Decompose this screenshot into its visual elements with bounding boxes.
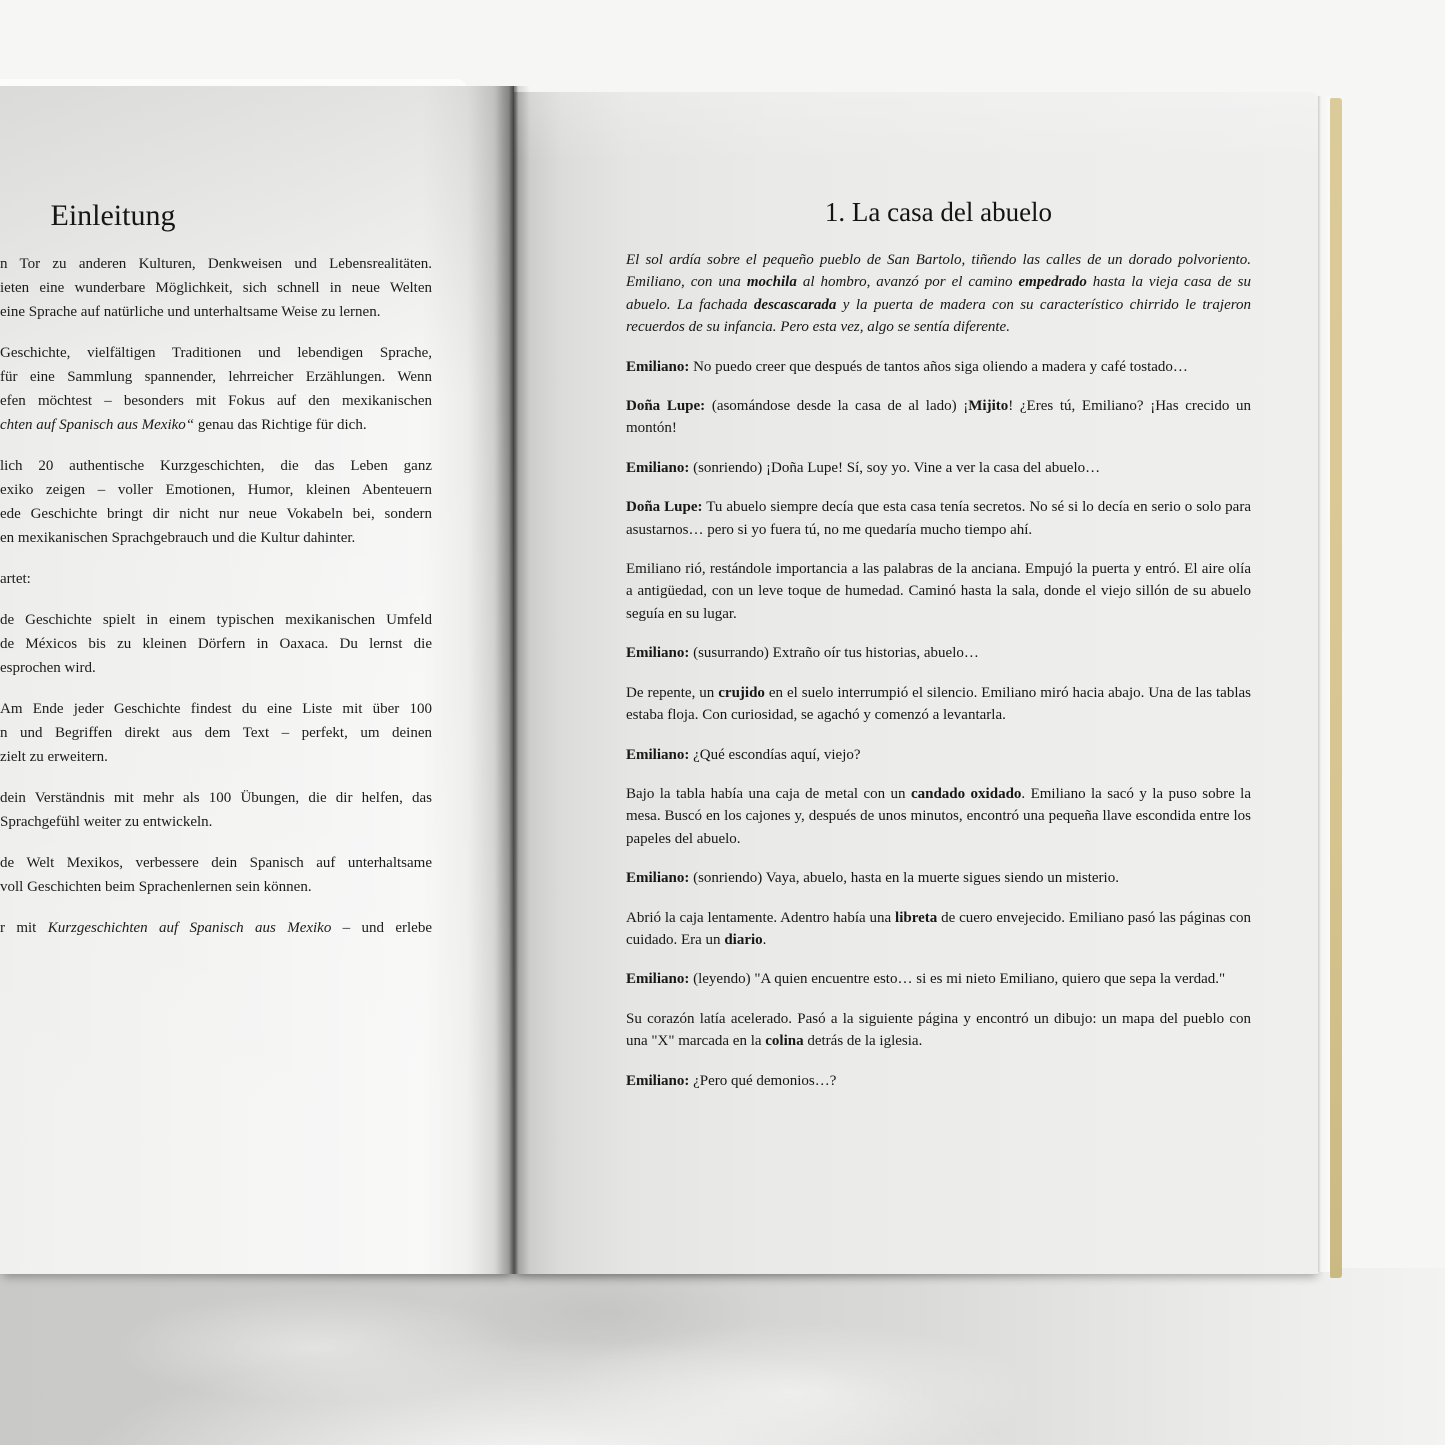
text-run: dein Verständnis mit mehr als 100 Übungen, die dir helfen, das <box>0 790 432 806</box>
text-run: (sonriendo) ¡Doña Lupe! Sí, soy yo. Vine a ver la casa del abuelo… <box>689 459 1101 476</box>
text-run: . <box>762 931 767 948</box>
left-page-text <box>0 252 432 940</box>
right-page <box>514 92 1320 1274</box>
text-run: en mexikanischen Sprachgebrauch und die Kultur dahinter. <box>0 530 356 546</box>
left-page <box>0 86 514 1274</box>
table-surface <box>0 1268 1445 1445</box>
text-line <box>0 810 432 834</box>
text-run: Emiliano: <box>626 645 690 662</box>
text-run: crujido <box>718 684 765 701</box>
text-run: für eine Sammlung spannender, lehrreicher Erzählungen. Wenn <box>0 369 432 385</box>
text-run: exiko zeigen – voller Emotionen, Humor, kleinen Abenteuern <box>0 482 432 498</box>
text-run: ieten eine wunderbare Möglichkeit, sich schnell in neue Welten <box>0 280 432 296</box>
text-line <box>0 252 432 276</box>
text-line <box>0 656 432 680</box>
text-line <box>0 697 432 721</box>
text-run: diario <box>724 931 763 948</box>
text-run: de Welt Mexikos, verbessere dein Spanisch auf unterhaltsame <box>0 855 432 871</box>
text-line <box>0 851 432 875</box>
text-run: genau das Richtige für dich. <box>194 417 367 433</box>
text-run: mochila <box>746 274 797 291</box>
text-run: Geschichte, vielfältigen Traditionen und lebendigen Sprache, <box>0 345 432 361</box>
text-run: de Méxicos bis zu kleinen Dörfern in Oaxaca. Du lernst die <box>0 636 432 652</box>
text-line <box>0 389 432 413</box>
text-line <box>0 745 432 769</box>
text-run: Su corazón latía acelerado. Pasó a la siguiente página y encontró un dibujo: un mapa del pueblo con una "X" marcada en la <box>626 1010 1251 1050</box>
text-run: eine Sprache auf natürliche und unterhaltsame Weise zu lernen. <box>0 304 381 320</box>
text-run: esprochen wird. <box>0 660 96 676</box>
text-run: candado oxidado <box>910 785 1022 802</box>
paragraph <box>626 496 1251 541</box>
text-run: Emiliano: <box>626 746 690 763</box>
cover-edge <box>1330 98 1342 1278</box>
text-line <box>0 567 432 591</box>
text-run: Tu abuelo siempre decía que esta casa tenía secretos. No sé si lo decía en serio o solo para asustarnos… pero si yo fuera tú, no me quedaría mucho tiempo ahí. <box>626 499 1251 538</box>
text-run: Sprachgefühl weiter zu entwickeln. <box>0 814 213 830</box>
paragraph <box>626 867 1251 889</box>
right-page-title: 1. La casa del abuelo <box>824 197 1053 227</box>
text-run: artet: <box>0 571 31 587</box>
text-run: (asomándose desde la casa de al lado) ¡ <box>705 398 969 415</box>
text-line <box>0 875 432 899</box>
text-line <box>0 413 432 437</box>
paragraph <box>626 642 1251 664</box>
text-run: ¿Pero qué demonios…? <box>689 1072 837 1089</box>
paragraph <box>626 558 1251 625</box>
text-run: Emiliano: <box>626 870 690 887</box>
paragraph <box>626 356 1251 378</box>
paragraph <box>626 457 1251 479</box>
text-run: Doña Lupe: <box>626 499 703 516</box>
text-run: hasta la vieja casa de su abuelo. La fachada <box>626 274 1251 313</box>
text-run: zielt zu erweitern. <box>0 749 108 765</box>
text-run: ¿Qué escondías aquí, viejo? <box>689 746 861 763</box>
text-run: No puedo creer que después de tantos años siga oliendo a madera y café tostado… <box>689 358 1188 375</box>
paragraph <box>626 783 1251 850</box>
text-run: Emiliano: <box>626 459 690 476</box>
text-line <box>0 276 432 300</box>
text-run: y la puerta de madera con su característico chirrido le trajeron recuerdos de su infancia. Pero esta vez, algo se sentía diferente. <box>626 296 1252 336</box>
left-page-title: Einleitung <box>50 199 176 232</box>
text-run: r mit <box>0 920 48 936</box>
text-line <box>0 721 432 745</box>
text-run: Kurzgeschichten auf Spanisch aus Mexiko <box>47 920 332 936</box>
paragraph <box>626 682 1251 727</box>
paragraph <box>626 907 1251 952</box>
text-run: ede Geschichte bringt dir nicht nur neue Vokabeln bei, sondern <box>0 506 432 522</box>
text-run: – und erlebe <box>331 920 433 936</box>
text-run: (susurrando) Extraño oír tus historias, abuelo… <box>689 645 979 662</box>
text-line <box>0 502 432 526</box>
text-run: voll Geschichten beim Sprachenlernen sein können. <box>0 879 312 895</box>
text-run: efen möchtest – besonders mit Fokus auf den mexikanischen <box>0 393 432 409</box>
text-line <box>0 454 432 478</box>
text-line <box>0 632 432 656</box>
text-run: Abrió la caja lentamente. Adentro había una <box>626 909 896 926</box>
text-run: n und Begriffen direkt aus dem Text – perfekt, um deinen <box>0 725 432 741</box>
text-run: (sonriendo) Vaya, abuelo, hasta en la muerte sigues siendo un misterio. <box>689 870 1119 887</box>
paragraph <box>626 1008 1251 1053</box>
text-run: Doña Lupe: <box>626 398 706 415</box>
paragraph <box>626 249 1251 339</box>
text-run: en el suelo interrumpió el silencio. Emiliano miró hacia abajo. Una de las tablas estaba floja. Con curiosidad, se agachó y comenzó a levantarla. <box>626 684 1251 724</box>
text-line <box>0 916 432 940</box>
text-run: Bajo la tabla había una caja de metal con un <box>626 785 911 802</box>
text-line <box>0 365 432 389</box>
paragraph <box>626 1070 1251 1092</box>
text-line <box>0 786 432 810</box>
right-page-text <box>626 249 1251 1109</box>
text-line <box>0 341 432 365</box>
text-run: n Tor zu anderen Kulturen, Denkweisen und Lebensrealitäten. <box>0 256 432 272</box>
paragraph <box>626 968 1251 990</box>
text-run: De repente, un <box>626 684 719 701</box>
text-run: Emiliano: <box>626 971 690 988</box>
text-run: Emiliano: <box>626 358 690 375</box>
text-run: El sol ardía sobre el pequeño pueblo de San Bartolo, tiñendo las calles de un dorado polvoriento. Emiliano, con una <box>626 252 1251 291</box>
text-run: colina <box>765 1033 804 1050</box>
text-run: al hombro, avanzó por el camino <box>796 274 1019 291</box>
text-run: lich 20 authentische Kurzgeschichten, die das Leben ganz <box>0 458 432 474</box>
text-run: detrás de la iglesia. <box>803 1033 923 1050</box>
text-run: de cuero envejecido. Emiliano pasó las páginas con cuidado. Era un <box>626 909 1252 948</box>
text-run: Emiliano rió, restándole importancia a las palabras de la anciana. Empujó la puerta y entró. El aire olía a antigüedad, con un leve toque de humedad. Caminó hasta la sala, donde el viejo sillón de su abuelo seguía en su lugar. <box>626 561 1251 622</box>
text-run: de Geschichte spielt in einem typischen mexikanischen Umfeld <box>0 612 432 628</box>
text-run: chten auf Spanisch aus Mexiko“ <box>0 417 195 433</box>
text-run: Mijito <box>968 398 1009 415</box>
text-run: empedrado <box>1018 274 1087 291</box>
text-run: Am Ende jeder Geschichte findest du eine Liste mit über 100 <box>0 701 432 717</box>
paragraph <box>626 395 1251 440</box>
text-run: descascarada <box>753 296 837 313</box>
text-line <box>0 608 432 632</box>
text-line <box>0 478 432 502</box>
text-run: (leyendo) "A quien encuentre esto… si es mi nieto Emiliano, quiero que sepa la verdad." <box>689 971 1226 988</box>
text-line <box>0 526 432 550</box>
text-run: . Emiliano la sacó y la puso sobre la mesa. Buscó en los cajones y, después de unos minutos, encontró una pequeña llave escondida entre los papeles del abuelo. <box>626 785 1251 847</box>
text-run: ! ¿Eres tú, Emiliano? ¡Has crecido un montón! <box>626 398 1251 437</box>
text-run: libreta <box>895 909 938 926</box>
text-run: Emiliano: <box>626 1072 690 1089</box>
text-line <box>0 300 432 324</box>
paragraph <box>626 744 1251 766</box>
